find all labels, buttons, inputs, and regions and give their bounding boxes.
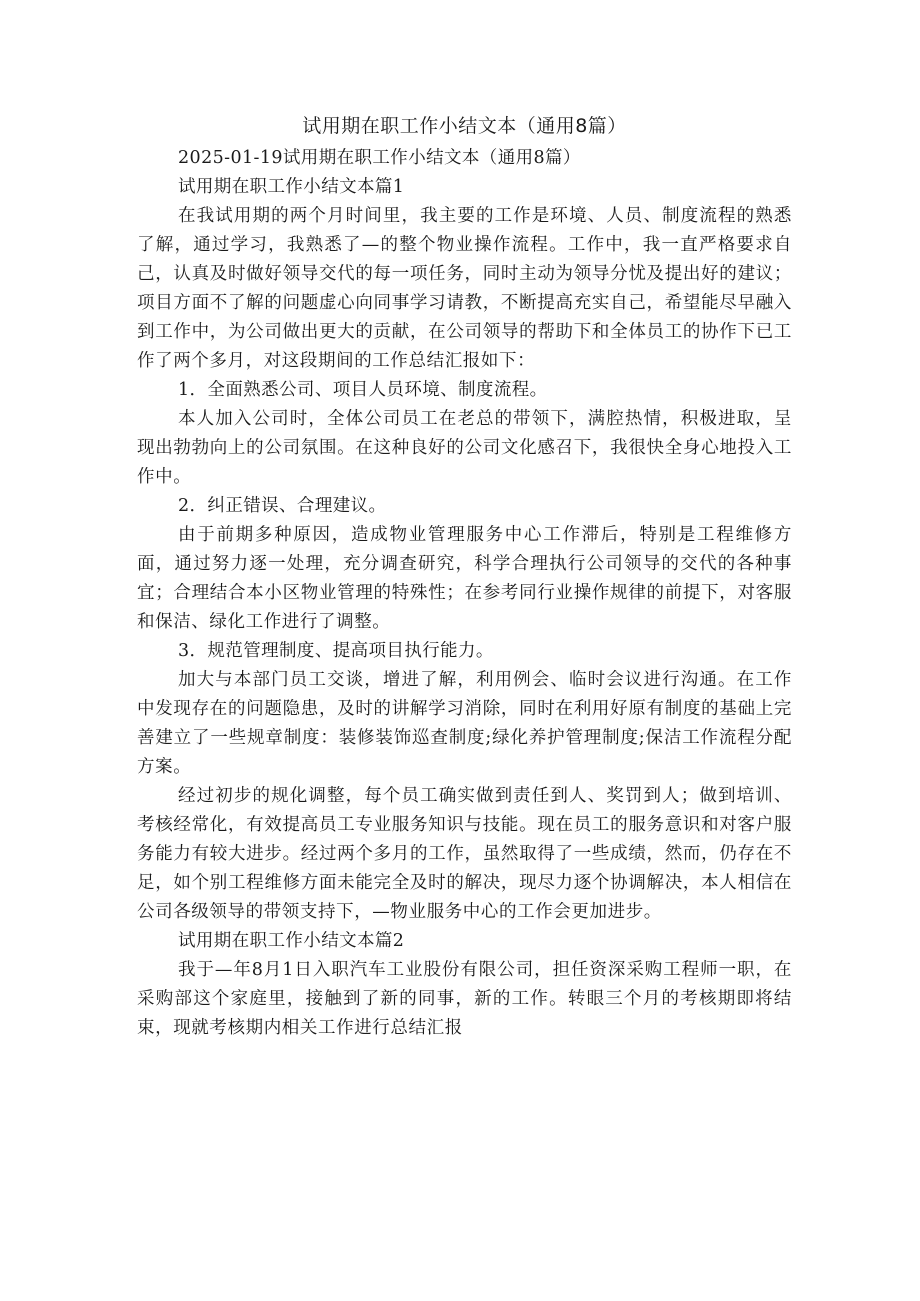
document-page bbox=[137, 112, 792, 1043]
list-item-1-paragraph: 本人加入公司时，全体公司员工在老总的带领下，满腔热情，积极进取，呈现出勃勃向上的公司氛围。在这种良好的公司文化感召下，我很快全身心地投入工作中。 bbox=[137, 409, 792, 487]
section1-paragraph: 在我试用期的两个月时间里，我主要的工作是环境、人员、制度流程的熟悉了解，通过学习，我熟悉了—的整个物业操作流程。工作中，我一直严格要求自己，认真及时做好领导交代的每一项任务，同时主动为领导分忧及提出好的建议；项目方面不了解的问题虚心向同事学习请教，不断提高充实自己，希望能尽早融入到工作中，为公司做出更大的贡献，在公司领导的帮助下和全体员工的协作下已工作了两个多月，对这段期间的工作总结汇报如下： bbox=[137, 206, 792, 371]
list-item-3-paragraph: 加大与本部门员工交谈，增进了解，利用例会、临时会议进行沟通。在工作中发现存在的问题隐患，及时的讲解学习消除，同时在利用好原有制度的基础上完善建立了一些规章制度：装修装饰巡查制度;绿化养护管理制度;保洁工作流程分配方案。 bbox=[137, 670, 792, 777]
list-item-2: 2．纠正错误、合理建议。 bbox=[178, 496, 387, 516]
section-heading-2: 试用期在职工作小结文本篇2 bbox=[178, 931, 405, 951]
section-heading-1: 试用期在职工作小结文本篇1 bbox=[178, 177, 405, 197]
list-item-2-paragraph: 由于前期多种原因，造成物业管理服务中心工作滞后，特别是工程维修方面，通过努力逐一处理，充分调查研究，科学合理执行公司领导的交代的各种事宜；合理结合本小区物业管理的特殊性；在参考同行业操作规律的前提下，对客服和保洁、绿化工作进行了调整。 bbox=[137, 525, 792, 632]
section2-paragraph: 我于—年8月1日入职汽车工业股份有限公司，担任资深采购工程师一职，在采购部这个家庭里，接触到了新的同事，新的工作。转眼三个月的考核期即将结束，现就考核期内相关工作进行总结汇报 bbox=[137, 960, 792, 1038]
list-item-1: 1．全面熟悉公司、项目人员环境、制度流程。 bbox=[178, 380, 548, 400]
closing-paragraph: 经过初步的规化调整，每个员工确实做到责任到人、奖罚到人；做到培训、考核经常化，有效提高员工专业服务知识与技能。现在员工的服务意识和对客户服务能力有较大进步。经过两个多月的工作，虽然取得了一些成绩，然而，仍存在不足，如个别工程维修方面未能完全及时的解决，现尽力逐个协调解决，本人相信在公司各级领导的带领支持下，—物业服务中心的工作会更加进步。 bbox=[137, 786, 792, 922]
date-line: 2025-01-19试用期在职工作小结文本（通用8篇） bbox=[178, 148, 581, 168]
list-item-3: 3．规范管理制度、提高项目执行能力。 bbox=[178, 641, 494, 661]
document-title: 试用期在职工作小结文本（通用8篇） bbox=[302, 115, 627, 137]
